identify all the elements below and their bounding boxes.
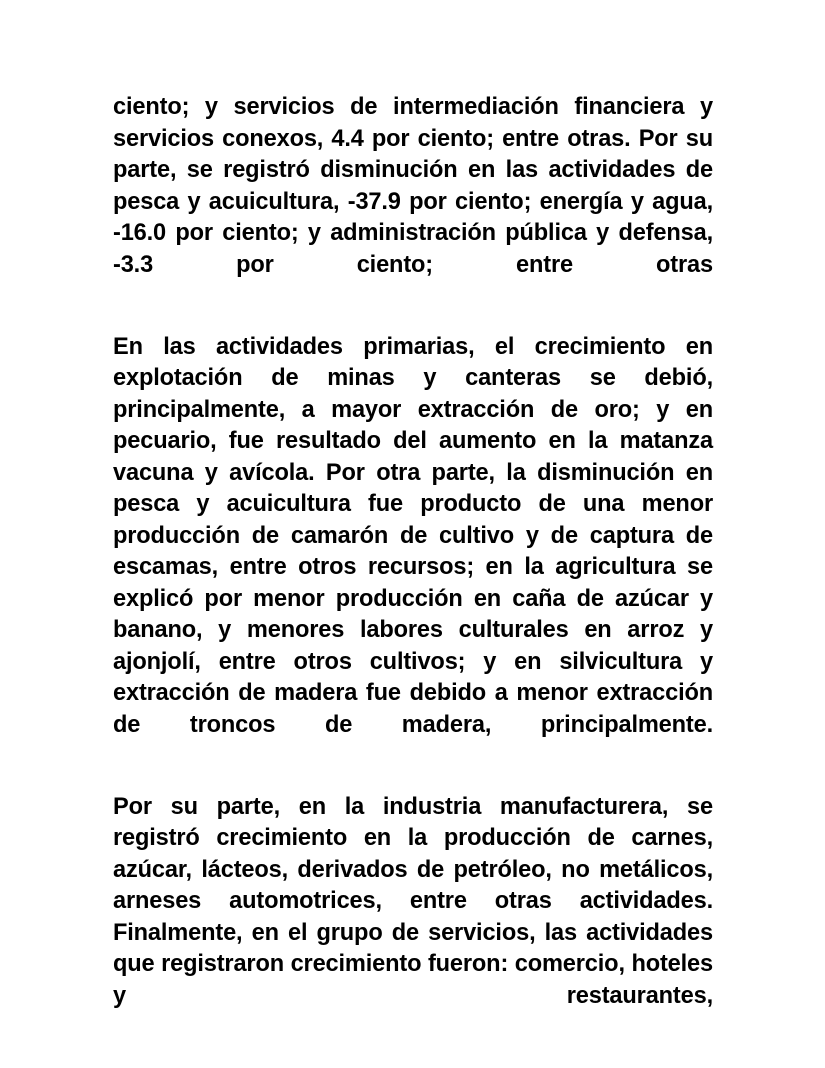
paragraph-3: Por su parte, en la industria manufacturera, se registró crecimiento en la producción de carnes, azúcar, lácteos, derivados de petróleo, no metálicos, arneses automotrices, entre otras actividades. Finalmente, en el grupo de servicios, las actividades que registraron crecimiento fueron: comercio, hoteles y restaurantes, — [113, 793, 713, 1009]
paragraph-2: En las actividades primarias, el crecimiento en explotación de minas y canteras se debió, principalmente, a mayor extracción de oro; y en pecuario, fue resultado del aumento en la matanza vacuna y avícola. Por otra parte, la disminución en pesca y acuicultura fue producto de una menor producción de camarón de cultivo y de captura de escamas, entre otros recursos; en la agricultura se explicó por menor producción en caña de azúcar y banano, y menores labores culturales en arroz y ajonjolí, entre otros cultivos; y en silvicultura y extracción de madera fue debido a menor extracción de troncos de madera, principalmente. — [113, 333, 713, 738]
body-text-column — [113, 92, 713, 1044]
paragraph-1: ciento; y servicios de intermediación financiera y servicios conexos, 4.4 por ciento; entre otras. Por su parte, se registró disminución en las actividades de pesca y acuicultura, -37.9 por ciento; energía y agua, -16.0 por ciento; y administración pública y defensa, -3.3 por ciento; entre otras — [113, 94, 713, 278]
